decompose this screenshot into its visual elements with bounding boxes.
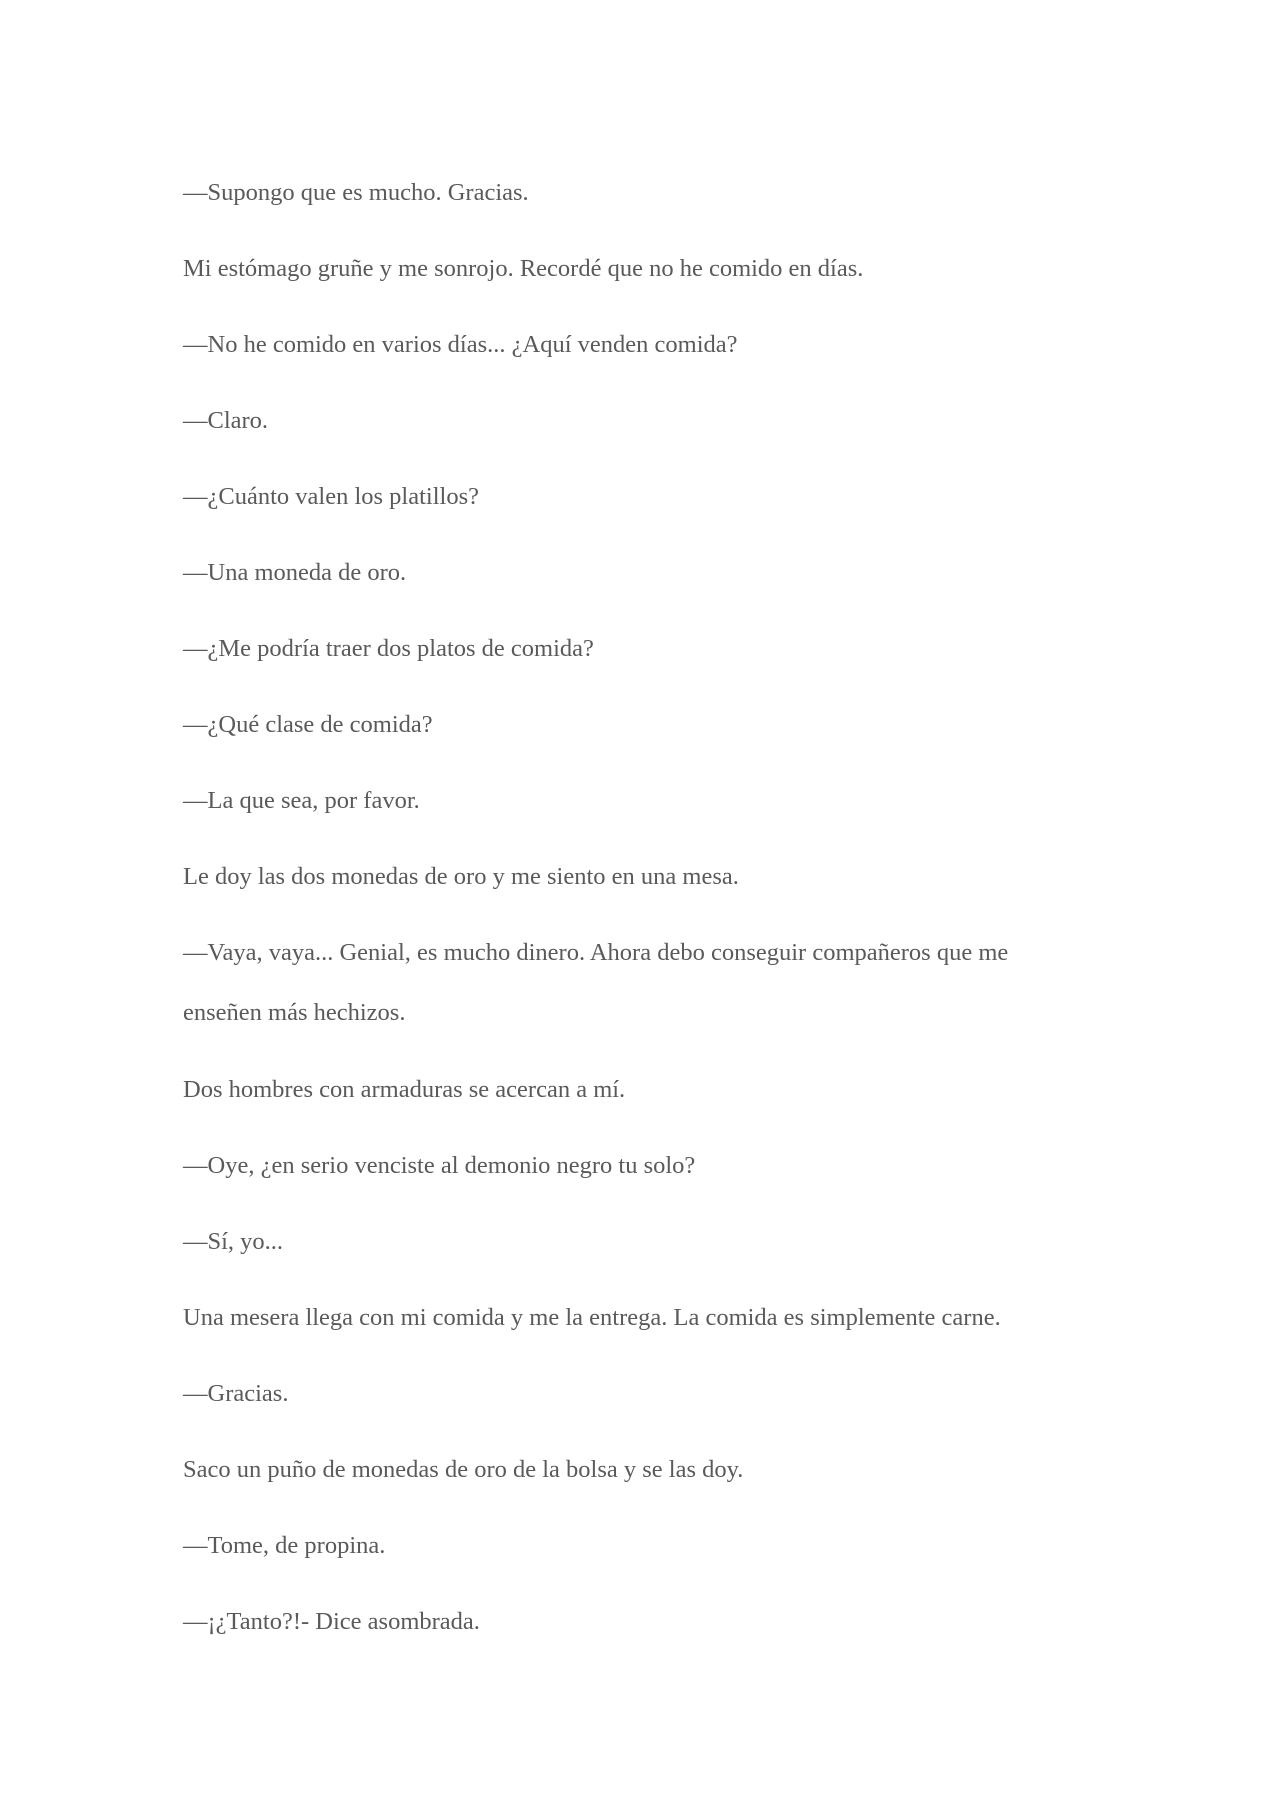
narration-paragraph: Dos hombres con armaduras se acercan a mí. (183, 1076, 626, 1103)
dialogue-line: —Oye, ¿en serio venciste al demonio negro tu solo? (183, 1152, 696, 1179)
document-body (183, 176, 1083, 1681)
dialogue-line: —Supongo que es mucho. Gracias. (183, 179, 529, 206)
dialogue-line: —Claro. (183, 407, 269, 434)
dialogue-line: —No he comido en varios días... ¿Aquí venden comida? (183, 331, 738, 358)
narration-paragraph: Le doy las dos monedas de oro y me siento en una mesa. (183, 863, 739, 890)
dialogue-line: —Sí, yo... (183, 1228, 284, 1255)
narration-paragraph: Una mesera llega con mi comida y me la entrega. La comida es simplemente carne. (183, 1304, 1001, 1331)
dialogue-line: —¿Qué clase de comida? (183, 711, 433, 738)
dialogue-line: —Vaya, vaya... Genial, es mucho dinero. Ahora debo conseguir compañeros que me enseñen más hechizos. (183, 939, 1009, 1026)
dialogue-line: —Gracias. (183, 1380, 289, 1407)
dialogue-line: —¿Cuánto valen los platillos? (183, 483, 479, 510)
dialogue-line: —¡¿Tanto?!- Dice asombrada. (183, 1608, 480, 1635)
dialogue-line: —La que sea, por favor. (183, 787, 420, 814)
narration-paragraph: Saco un puño de monedas de oro de la bolsa y se las doy. (183, 1456, 744, 1483)
narration-paragraph: Mi estómago gruñe y me sonrojo. Recordé que no he comido en días. (183, 255, 864, 282)
dialogue-line: —Una moneda de oro. (183, 559, 407, 586)
dialogue-line: —¿Me podría traer dos platos de comida? (183, 635, 594, 662)
dialogue-line: —Tome, de propina. (183, 1532, 386, 1559)
